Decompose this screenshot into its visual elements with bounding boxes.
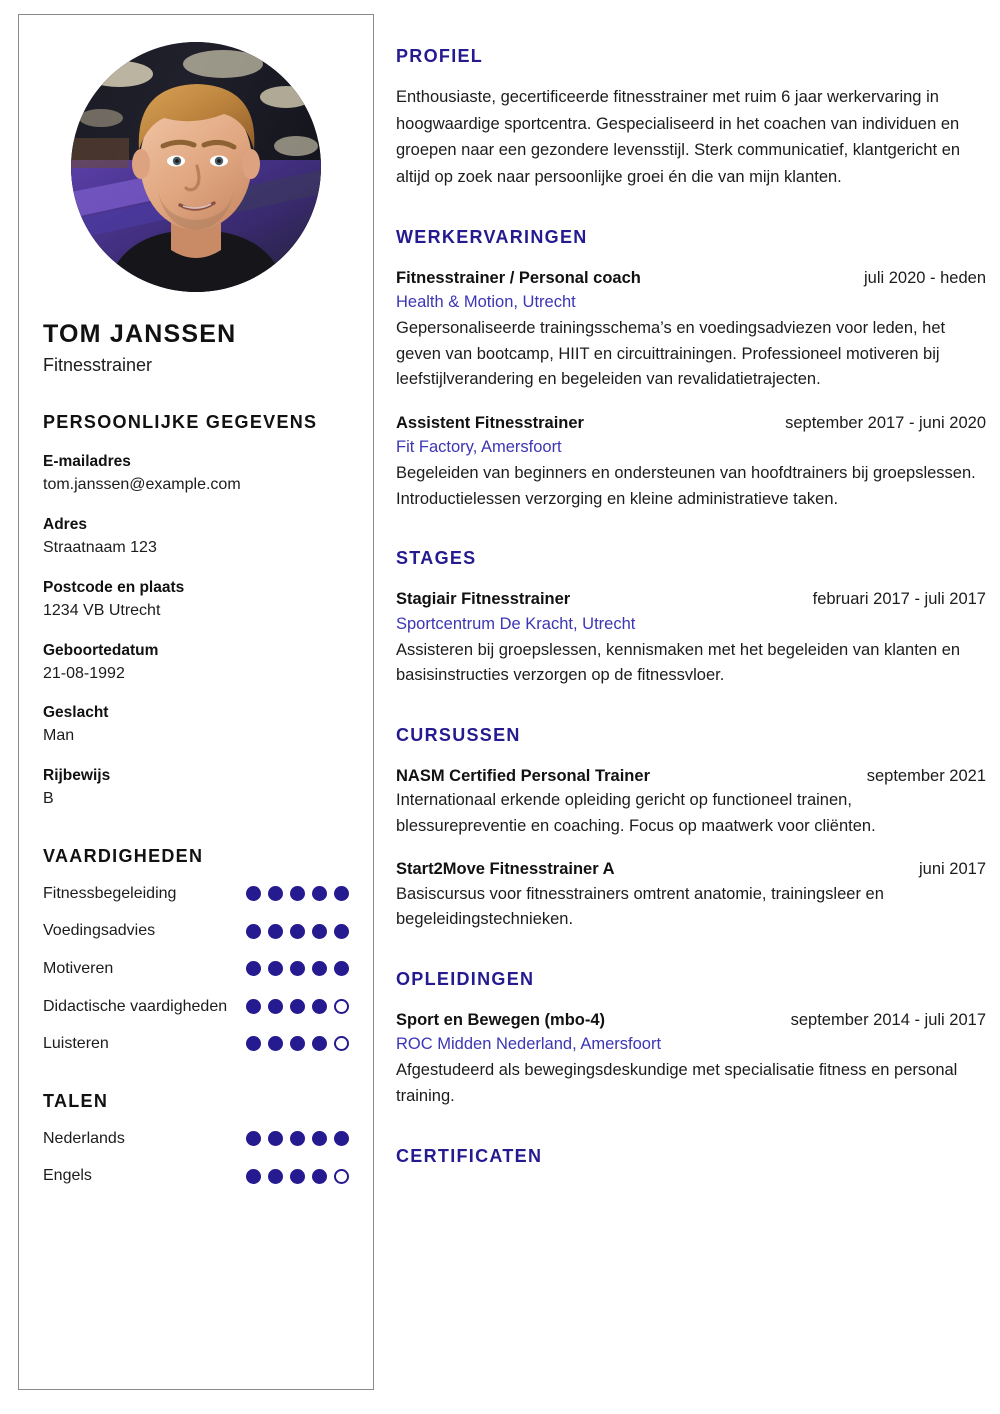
list-item — [43, 958, 349, 980]
rating-dot-empty — [334, 999, 349, 1014]
list-item — [396, 268, 986, 393]
entry-description: Internationaal erkende opleiding gericht op functioneel trainen, blessurepreventie en coaching. Focus op maatwerk voor cliënten. — [396, 791, 876, 835]
field-label: E-mailadres — [43, 453, 131, 471]
courses-list — [396, 766, 986, 933]
field-value: 1234 VB Utrecht — [43, 601, 161, 619]
list-item — [43, 1033, 349, 1055]
skill-label: Didactische vaardigheden — [43, 997, 228, 1015]
rating-dot-filled — [312, 886, 327, 901]
skill-label: Luisteren — [43, 1035, 109, 1053]
rating-dot-filled — [268, 924, 283, 939]
rating-dot-filled — [290, 924, 305, 939]
entry-date: februari 2017 - juli 2017 — [812, 590, 986, 609]
rating-dots — [246, 961, 349, 976]
entry-description: Gepersonaliseerde trainingsschema’s en voedingsadviezen voor leden, het geven van bootcamp, HIIT en circuittrainingen. Professioneel motiveren bij leefstijlverandering en begeleiden van revalidatietrajecten. — [396, 319, 946, 389]
rating-dot-filled — [246, 961, 261, 976]
list-item — [43, 515, 349, 559]
rating-dots — [246, 999, 349, 1014]
entry-date: juli 2020 - heden — [863, 268, 986, 287]
language-label: Engels — [43, 1167, 92, 1185]
entry-title: Start2Move Fitnesstrainer A — [396, 860, 615, 879]
work-experience-list — [396, 268, 986, 513]
section-heading-certificates: CERTIFICATEN — [396, 1145, 543, 1166]
profile-summary: Enthousiaste, gecertificeerde fitnesstrainer met ruim 6 jaar werkervaring in hoogwaardige sportcentra. Gespecialiseerd in het coachen van individuen en groepen naar een gezondere levensstijl. Sterk communicatief, klantgericht en altijd op zoek naar persoonlijke groei én die van mijn klanten. — [396, 88, 961, 187]
rating-dot-empty — [334, 1169, 349, 1184]
list-item — [43, 1128, 349, 1150]
rating-dots — [246, 886, 349, 901]
rating-dot-filled — [312, 961, 327, 976]
section-heading-personal-details: PERSOONLIJKE GEGEVENS — [43, 412, 318, 433]
field-label: Geboortedatum — [43, 641, 159, 659]
entry-organisation: ROC Midden Nederland, Amersfoort — [396, 1035, 662, 1054]
field-value: tom.janssen@example.com — [43, 476, 241, 494]
field-value: B — [43, 790, 54, 808]
section-heading-languages: TALEN — [43, 1090, 109, 1111]
list-item — [43, 641, 349, 685]
list-item — [43, 766, 349, 810]
rating-dot-empty — [334, 1036, 349, 1051]
entry-title: Stagiair Fitnesstrainer — [396, 590, 571, 609]
field-value: Straatnaam 123 — [43, 539, 157, 557]
list-item — [396, 589, 986, 688]
language-label: Nederlands — [43, 1129, 125, 1147]
rating-dots — [246, 924, 349, 939]
rating-dot-filled — [312, 924, 327, 939]
rating-dot-filled — [290, 886, 305, 901]
list-item — [396, 413, 986, 512]
field-value: Man — [43, 727, 75, 745]
section-heading-education: OPLEIDINGEN — [396, 969, 535, 990]
entry-organisation: Fit Factory, Amersfoort — [396, 438, 562, 457]
rating-dot-filled — [290, 1169, 305, 1184]
field-label: Adres — [43, 516, 87, 534]
entry-header — [396, 268, 986, 289]
entry-organisation: Health & Motion, Utrecht — [396, 293, 576, 312]
entry-title: Fitnesstrainer / Personal coach — [396, 268, 641, 287]
rating-dot-filled — [246, 999, 261, 1014]
entry-title: Sport en Bewegen (mbo-4) — [396, 1011, 606, 1030]
rating-dot-filled — [334, 961, 349, 976]
list-item — [43, 1165, 349, 1187]
rating-dot-filled — [268, 886, 283, 901]
field-label: Postcode en plaats — [43, 578, 185, 596]
list-item — [43, 578, 349, 622]
rating-dot-filled — [268, 1131, 283, 1146]
rating-dot-filled — [312, 1131, 327, 1146]
entry-description: Basiscursus voor fitnesstrainers omtrent anatomie, trainingsleer en begeleidingstechnieken. — [396, 884, 884, 929]
skill-label: Fitnessbegeleiding — [43, 884, 177, 902]
rating-dot-filled — [312, 999, 327, 1014]
entry-description: Assisteren bij groepslessen, kennismaken met het begeleiden van klanten en basisinstructies verzorgen op de fitnessvloer. — [396, 640, 961, 685]
rating-dot-filled — [290, 1036, 305, 1051]
rating-dot-filled — [268, 961, 283, 976]
rating-dots — [246, 1169, 349, 1184]
portrait-photo-icon — [71, 42, 321, 292]
rating-dot-filled — [290, 1131, 305, 1146]
internships-list — [396, 589, 986, 688]
rating-dot-filled — [312, 1169, 327, 1184]
entry-title: Assistent Fitnesstrainer — [396, 413, 584, 432]
rating-dots — [246, 1036, 349, 1051]
section-heading-internships: STAGES — [396, 548, 477, 569]
rating-dot-filled — [312, 1036, 327, 1051]
section-heading-work-experience: WERKERVARINGEN — [396, 226, 588, 247]
list-item — [43, 452, 349, 496]
section-heading-skills: VAARDIGHEDEN — [43, 845, 204, 866]
entry-date: juni 2017 — [919, 860, 986, 879]
entry-header — [396, 1010, 986, 1031]
skill-label: Motiveren — [43, 959, 114, 977]
entry-description: Begeleiden van beginners en ondersteunen van hoofdtrainers bij groepslessen. Introductielessen verzorging en kleine administratieve taken. — [396, 464, 976, 508]
education-list — [396, 1010, 986, 1109]
rating-dot-filled — [290, 961, 305, 976]
entry-header — [396, 589, 986, 610]
rating-dot-filled — [246, 1131, 261, 1146]
rating-dot-filled — [246, 1169, 261, 1184]
entry-header — [396, 859, 986, 880]
list-item — [43, 883, 349, 905]
sidebar — [18, 14, 374, 1390]
section-heading-profile: PROFIEL — [396, 46, 484, 66]
skills-list — [43, 883, 349, 1055]
avatar — [71, 42, 321, 292]
list-item — [43, 996, 349, 1018]
rating-dot-filled — [268, 1036, 283, 1051]
languages-list — [43, 1128, 349, 1187]
skill-label: Voedingsadvies — [43, 922, 156, 940]
entry-date: september 2021 — [866, 766, 986, 785]
rating-dots — [246, 1131, 349, 1146]
list-item — [396, 859, 986, 933]
list-item — [43, 703, 349, 747]
entry-organisation: Sportcentrum De Kracht, Utrecht — [396, 614, 636, 633]
list-item — [396, 1010, 986, 1109]
entry-title: NASM Certified Personal Trainer — [396, 766, 650, 785]
rating-dot-filled — [246, 924, 261, 939]
rating-dot-filled — [246, 1036, 261, 1051]
rating-dot-filled — [268, 1169, 283, 1184]
rating-dot-filled — [334, 886, 349, 901]
entry-date: september 2014 - juli 2017 — [790, 1011, 986, 1030]
entry-date: september 2017 - juni 2020 — [785, 413, 986, 432]
field-label: Geslacht — [43, 704, 109, 722]
rating-dot-filled — [334, 1131, 349, 1146]
list-item — [43, 920, 349, 942]
entry-header — [396, 766, 986, 787]
entry-description: Afgestudeerd als bewegingsdeskundige met specialisatie fitness en personal training. — [396, 1061, 958, 1105]
rating-dot-filled — [334, 924, 349, 939]
page-title: TOM JANSSEN — [43, 320, 237, 348]
entry-header — [396, 413, 986, 434]
rating-dot-filled — [246, 886, 261, 901]
field-label: Rijbewijs — [43, 767, 111, 785]
personal-details-list — [43, 452, 349, 809]
list-item — [396, 766, 986, 840]
main-content — [396, 14, 986, 1167]
job-title: Fitnesstrainer — [43, 354, 153, 375]
field-value: 21-08-1992 — [43, 664, 125, 682]
section-heading-courses: CURSUSSEN — [396, 724, 521, 745]
rating-dot-filled — [268, 999, 283, 1014]
rating-dot-filled — [290, 999, 305, 1014]
